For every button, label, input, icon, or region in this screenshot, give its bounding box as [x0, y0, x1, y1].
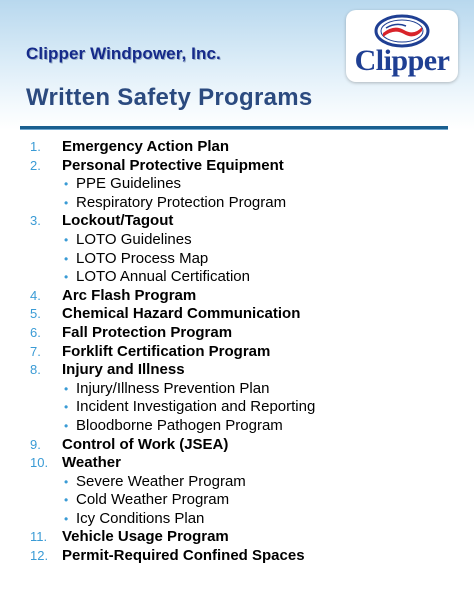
item-number: 10. — [30, 455, 49, 471]
program-item — [30, 212, 450, 231]
program-title: Chemical Hazard Communication — [62, 305, 301, 323]
program-item — [30, 287, 450, 306]
item-number: 8. — [30, 362, 41, 378]
logo-wordmark: Clipper — [354, 44, 450, 77]
program-title: Fall Protection Program — [62, 323, 233, 341]
bullet-icon: • — [64, 418, 69, 433]
item-number: 11. — [30, 529, 48, 545]
program-title: Lockout/Tagout — [62, 212, 174, 230]
bullet-icon: • — [64, 400, 69, 415]
subitem-text: Injury/Illness Prevention Plan — [76, 379, 270, 397]
subitem-text: Severe Weather Program — [76, 472, 246, 490]
program-title: Forklift Certification Program — [62, 342, 271, 360]
program-subitem — [30, 473, 450, 492]
program-subitem — [30, 491, 450, 510]
logo-emblem-icon — [374, 14, 430, 48]
item-number: 12. — [30, 548, 49, 564]
program-item — [30, 547, 450, 566]
program-item — [30, 361, 450, 380]
program-title: Arc Flash Program — [62, 286, 197, 304]
subitem-text: Icy Conditions Plan — [76, 509, 205, 527]
bullet-icon: • — [64, 474, 69, 489]
program-item — [30, 305, 450, 324]
bullet-icon: • — [64, 177, 69, 192]
item-number: 7. — [30, 343, 41, 359]
program-title: Injury and Illness — [62, 361, 185, 379]
item-number: 6. — [30, 324, 41, 340]
program-title: Vehicle Usage Program — [62, 528, 229, 546]
item-number: 1. — [30, 139, 41, 154]
bullet-icon: • — [64, 270, 69, 285]
program-title: Weather — [62, 454, 121, 472]
program-subitem — [30, 231, 450, 250]
subitem-text: Cold Weather Program — [76, 491, 230, 509]
program-item — [30, 528, 450, 547]
program-title: Permit-Required Confined Spaces — [62, 547, 305, 565]
item-number: 9. — [30, 436, 41, 452]
program-title: Emergency Action Plan — [62, 138, 229, 155]
program-title: Personal Protective Equipment — [62, 156, 284, 174]
page-title: Written Safety Programs — [26, 84, 313, 111]
bullet-icon: • — [64, 493, 69, 508]
program-subitem — [30, 175, 450, 194]
title-divider — [20, 126, 448, 130]
program-subitem — [30, 194, 450, 213]
program-item — [30, 436, 450, 455]
subitem-text: PPE Guidelines — [76, 175, 182, 193]
program-subitem — [30, 268, 450, 287]
program-item — [30, 157, 450, 176]
program-title: Control of Work (JSEA) — [62, 435, 229, 453]
bullet-icon: • — [64, 195, 69, 210]
subitem-text: LOTO Annual Certification — [76, 268, 250, 286]
program-subitem — [30, 380, 450, 399]
bullet-icon: • — [64, 251, 69, 266]
program-item — [30, 138, 450, 157]
subitem-text: LOTO Process Map — [76, 249, 209, 267]
company-name: Clipper Windpower, Inc. — [26, 44, 221, 63]
item-number: 4. — [30, 287, 41, 303]
program-subitem — [30, 417, 450, 436]
program-item — [30, 343, 450, 362]
subitem-text: Respiratory Protection Program — [76, 193, 287, 211]
program-subitem — [30, 250, 450, 269]
subitem-text: Bloodborne Pathogen Program — [76, 416, 283, 434]
program-subitem — [30, 398, 450, 417]
bullet-icon: • — [64, 511, 69, 526]
program-item — [30, 324, 450, 343]
bullet-icon: • — [64, 232, 69, 247]
subitem-text: Incident Investigation and Reporting — [76, 398, 316, 416]
program-subitem — [30, 510, 450, 529]
item-number: 5. — [30, 306, 41, 322]
bullet-icon: • — [64, 381, 69, 396]
safety-program-list — [30, 138, 450, 566]
clipper-logo — [346, 10, 458, 82]
subitem-text: LOTO Guidelines — [76, 230, 192, 248]
program-item — [30, 454, 450, 473]
item-number: 2. — [30, 157, 41, 173]
item-number: 3. — [30, 213, 41, 229]
